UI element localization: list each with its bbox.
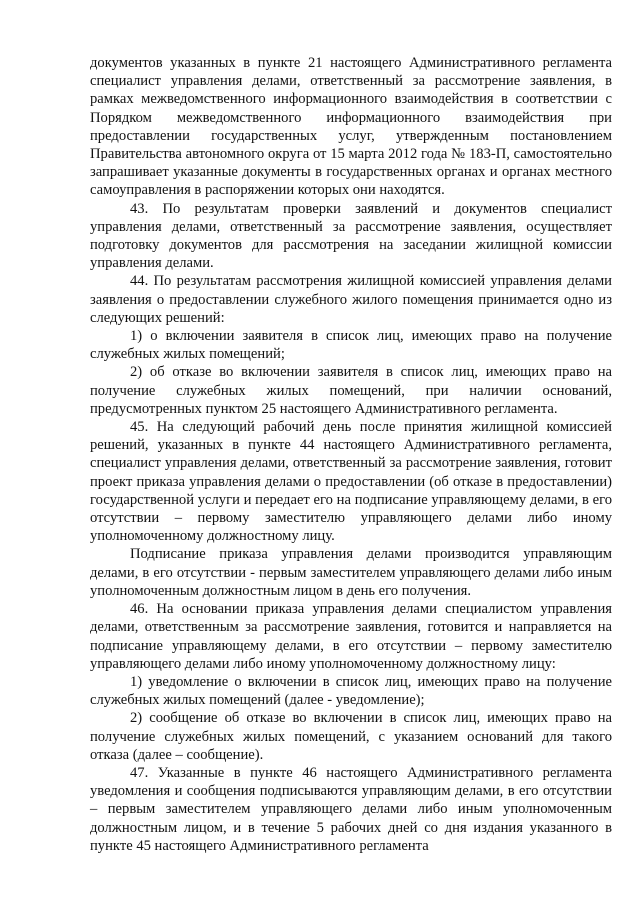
paragraph-43: 43. По результатам проверки заявлений и документов специалист управления делами, ответственный за рассмотрение заявления, осуществляет подготовку документов для рассмотрения на заседании жилищной комиссии управления делами. [90, 200, 612, 272]
paragraph-44: 44. По результатам рассмотрения жилищной комиссией управления делами заявления о предоставлении служебного жилого помещения принимается одно из следующих решений: [90, 273, 612, 326]
paragraph-44-item-2: 2) об отказе во включении заявителя в список лиц, имеющих право на получение служебных жилых помещений, при наличии оснований, предусмотренных пунктом 25 настоящего Административного регламента. [90, 364, 612, 417]
paragraph-45-signing: Подписание приказа управления делами производится управляющим делами, в его отсутствии - первым заместителем управляющего делами либо иным уполномоченным должностным лицом в день его получения. [90, 546, 612, 599]
paragraph-46-item-2: 2) сообщение об отказе во включении в список лиц, имеющих право на получение служебных жилых помещений, с указанием оснований для такого отказа (далее – сообщение). [90, 710, 612, 763]
paragraph-45: 45. На следующий рабочий день после принятия жилищной комиссией решений, указанных в пункте 44 настоящего Административного регламента, специалист управления делами, ответственный за рассмотрение заявления, готовит проект приказа управления делами о предоставлении (об отказе в предоставлении) государственной услуги и передает его на подписание управляющему делами, в его отсутствии – первому заместителю управляющего делами либо иному уполномоченному должностному лицу. [90, 419, 612, 545]
paragraph-46: 46. На основании приказа управления делами специалистом управления делами, ответственным за рассмотрение заявления, готовится и направляется на подписание управляющему делами, в его отсутствии – первому заместителю управляющего делами либо иному уполномоченному должностному лицу: [90, 601, 612, 672]
paragraph-47: 47. Указанные в пункте 46 настоящего Административного регламента уведомления и сообщения подписываются управляющим делами, в его отсутствии – первым заместителем управляющего делами либо иным уполномоченным должностным лицом, и в течение 5 рабочих дней со дня издания указанного в пункте 45 настоящего Административного регламента [90, 764, 612, 854]
paragraph-continuation: документов указанных в пункте 21 настоящего Административного регламента специалист управления делами, ответственный за рассмотрение заявления, в рамках межведомственного информационного взаимодействия в соответствии с Порядком межведомственного информационного взаимодействия при предоставлении государственных услуг, утвержденным постановлением Правительства автономного округа от 15 марта 2012 года № 183-П, самостоятельно запрашивает указанные документы в государственных органах и органах местного самоуправления в распоряжении которых они находятся. [90, 55, 612, 199]
paragraph-44-item-1: 1) о включении заявителя в список лиц, имеющих право на получение служебных жилых помещений; [90, 328, 612, 363]
paragraph-46-item-1: 1) уведомление о включении в список лиц, имеющих право на получение служебных жилых помещений (далее - уведомление); [90, 673, 612, 709]
